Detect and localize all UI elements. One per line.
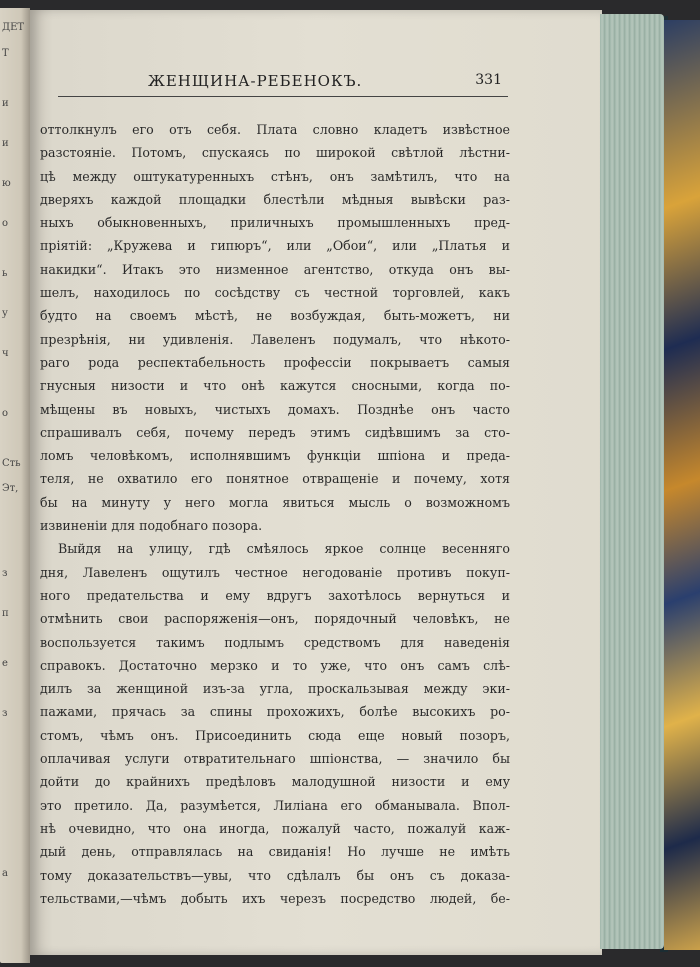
text-line: Выйдя на улицу, гдѣ смѣялось яркое солнце весенняго — [58, 541, 510, 557]
facing-page-fragment: п — [2, 608, 9, 619]
text-line: тельствами,—чѣмъ добыть ихъ черезъ посредство людей, бе- — [40, 890, 510, 906]
facing-page-fragment: Эт, — [2, 483, 19, 494]
text-line: мѣщены въ новыхъ, чистыхъ домахъ. Позднѣе онъ часто — [40, 401, 510, 417]
facing-page-fragment: ю — [2, 178, 11, 189]
text-line: пажами, прячась за спины прохожихъ, болѣе высокихъ ро- — [40, 704, 510, 720]
facing-page-fragment: о — [2, 218, 9, 229]
facing-page-fragment: у — [2, 308, 8, 319]
body-text — [40, 118, 510, 910]
text-line: раго рода респектабельность профессіи покрываетъ самыя — [40, 354, 510, 370]
facing-page-fragment: ДЕТ — [2, 22, 25, 33]
text-line: дверяхъ каждой площадки блестѣли мѣдныя вывѣски раз- — [40, 191, 510, 207]
text-line: шелъ, находилось по сосѣдству съ честной торговлей, какъ — [40, 285, 510, 301]
text-line: гнусныя низости и что онѣ кажутся сносными, когда по- — [40, 378, 510, 394]
text-line: ломъ человѣкомъ, исполнявшимъ функціи шпіона и преда- — [40, 448, 510, 464]
facing-page-fragment: ч — [2, 348, 9, 359]
facing-page-edge — [0, 8, 30, 963]
text-line: пріятій: „Кружева и гипюръ“, или „Обои“, или „Платья и — [40, 238, 510, 254]
text-line: накидки“. Итакъ это низменное агентство, откуда онъ вы- — [40, 261, 510, 277]
text-line: оплачивая услуги отвратительнаго шпіонства, — значило бы — [40, 751, 510, 767]
text-line: спрашивалъ себя, почему передъ этимъ сидѣвшимъ за сто- — [40, 424, 510, 440]
text-line: оттолкнулъ его отъ себя. Плата словно кладетъ извѣстное — [40, 122, 510, 137]
text-line: отмѣнить свои распоряженія—онъ, порядочный человѣкъ, не — [40, 611, 510, 627]
marbled-cover — [664, 20, 700, 950]
facing-page-fragment: з — [2, 708, 8, 719]
text-line: дойти до крайнихъ предѣловъ малодушной низости и ему — [40, 774, 510, 790]
text-line: цѣ между оштукатуренныхъ стѣнъ, онъ замѣтилъ, что на — [40, 168, 510, 184]
text-line: дый день, отправлялась на свиданія! Но лучше не имѣть — [40, 844, 510, 860]
text-line: презрѣнія, ни удивленія. Лавеленъ подумалъ, что нѣкото- — [40, 331, 510, 347]
text-line: воспользуется такимъ подлымъ средствомъ для наведенія — [40, 634, 510, 650]
page-header — [58, 70, 508, 97]
running-title: ЖЕНЩИНА-РЕБЕНОКЪ. — [148, 72, 363, 90]
text-line: тому доказательствъ—увы, что сдѣлалъ бы онъ съ доказа- — [40, 867, 510, 883]
page-block-edges — [600, 14, 664, 949]
facing-page-fragment: и — [2, 98, 9, 109]
facing-page-fragment: з — [2, 568, 8, 579]
facing-page-fragment: ь — [2, 268, 8, 279]
facing-page-fragment: а — [2, 868, 8, 879]
text-line: это претило. Да, разумѣется, Лиліана его обманывала. Впол- — [40, 797, 510, 813]
text-line: дилъ за женщиной изъ-за угла, проскальзывая между эки- — [40, 681, 510, 697]
page-number: 331 — [475, 72, 502, 88]
text-line: дня, Лавеленъ ощутилъ честное негодованіе противъ покуп- — [40, 564, 510, 580]
text-line: стомъ, чѣмъ онъ. Присоединить сюда еще новый позоръ, — [40, 727, 510, 743]
text-line: ного предательства и ему вдругъ захотѣлось вернуться и — [40, 587, 510, 603]
facing-page-fragment: о — [2, 408, 9, 419]
facing-page-fragment: е — [2, 658, 8, 669]
text-line: теля, не охватило его понятное отвращеніе и почему, хотя — [40, 471, 510, 487]
facing-page-fragment: Т — [2, 48, 9, 59]
facing-page-fragment: и — [2, 138, 9, 149]
text-line: разстояніе. Потомъ, спускаясь по широкой свѣтлой лѣстни- — [40, 145, 510, 161]
text-line: бы на минуту у него могла явиться мысль о возможномъ — [40, 494, 510, 510]
text-line: справокъ. Достаточно мерзко и то уже, что онъ самъ слѣ- — [40, 657, 510, 673]
facing-page-fragment: Сть — [2, 458, 21, 469]
text-line: ныхъ обыкновенныхъ, приличныхъ промышленныхъ пред- — [40, 215, 510, 231]
text-line: извиненіи для подобнаго позора. — [40, 518, 263, 534]
text-line: будто на своемъ мѣстѣ, не возбуждая, быть-можетъ, ни — [40, 308, 510, 324]
text-line: нѣ очевидно, что она иногда, пожалуй часто, пожалуй каж- — [40, 820, 510, 836]
